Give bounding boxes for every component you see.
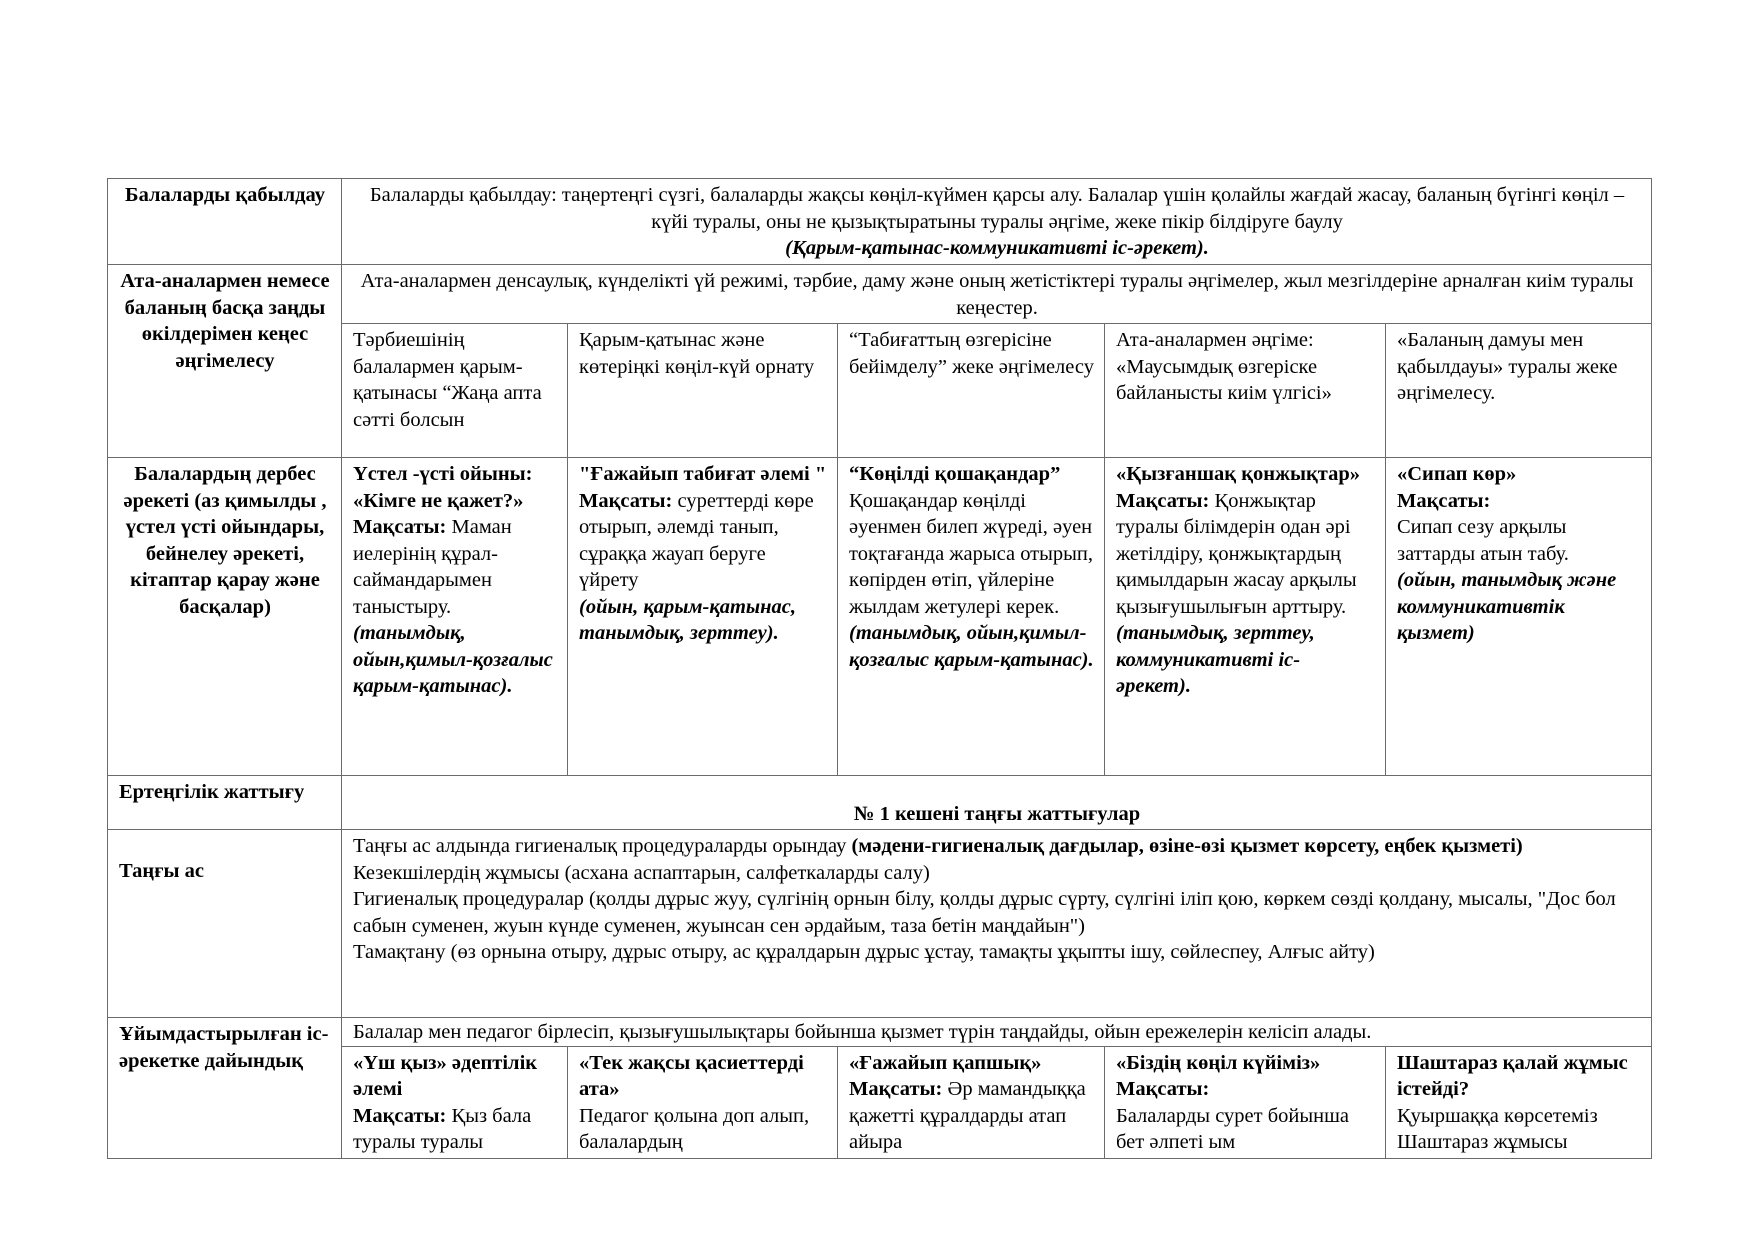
breakfast-label: Таңғы ас	[108, 830, 342, 1018]
preparation-day-2-title: «Тек жақсы қасиеттерді ата»	[579, 1051, 804, 1100]
preparation-day-3	[838, 1046, 1105, 1158]
independent-day-1-title: Үстел -үсті ойыны: «Кімге не қажет?»	[353, 463, 533, 512]
exercise-label: Ертеңгілік жаттығу	[108, 776, 342, 830]
preparation-day-4-goal: Балаларды сурет бойынша бет әлпеті ым	[1116, 1104, 1349, 1153]
breakfast-eating: Тамақтану (өз орнына отыру, дұрыс отыру, ас құралдарын дұрыс ұстау, тамақты ұқыпты ішу, сөйлеспеу, Алғыс айту)	[353, 941, 1375, 963]
breakfast-duty: Кезекшілердің жұмысы (асхана аспаптарын, салфеткаларды салу)	[353, 861, 930, 884]
preparation-day-4-goal-label: Мақсаты:	[1116, 1078, 1210, 1100]
independent-day-5	[1386, 458, 1652, 776]
breakfast-intro: Таңғы ас алдында гигиеналық процедураларды орындау	[353, 835, 852, 857]
independent-day-5-goal: Сипап сезу арқылы заттарды атын табу.	[1397, 516, 1569, 565]
parents-summary: Ата-аналармен денсаулық, күнделікті үй режимі, тәрбие, даму және оның жетістіктері туралы әңгімелер, жыл мезгілдеріне арналған киім туралы кеңестер.	[342, 265, 1652, 324]
independent-row	[108, 458, 1652, 776]
preparation-day-5	[1386, 1046, 1652, 1158]
breakfast-intro-line	[353, 833, 1641, 860]
independent-day-2-activity: (ойын, қарым-қатынас, танымдық, зерттеу).	[579, 595, 796, 644]
independent-day-2-goal-label: Мақсаты:	[579, 489, 673, 512]
parents-day-3: “Табиғаттың өзгерісіне бейімделу” жеке әңгімелесу	[838, 324, 1105, 458]
preparation-day-4	[1105, 1046, 1386, 1158]
reception-row	[108, 179, 1652, 265]
breakfast-hygiene: Гигиеналық процедуралар (қолды дұрыс жуу, сүлгінің орнын білу, қолды дұрыс сүрту, сүлгіні іліп қою, көркем сөзді қолдану, мысалы, "Дос бол сабын суменен, жуын күнде суменен, жуынсан сен әрдайым, таза бетін маңдайын")	[353, 888, 1616, 937]
preparation-day-1-goal-label: Мақсаты:	[353, 1104, 447, 1127]
parents-day-1: Тәрбиешінің балалармен қарым-қатынасы “Жаңа апта сәтті болсын	[342, 324, 568, 458]
independent-day-3	[838, 458, 1105, 776]
preparation-day-5-title: Шаштараз қалай жұмыс істейді?	[1397, 1051, 1628, 1100]
independent-day-5-title: «Сипап көр»	[1397, 463, 1517, 485]
reception-activity: (Қарым-қатынас-коммуникативті іс-әрекет).	[785, 237, 1209, 259]
reception-text: Балаларды қабылдау: таңертеңгі сүзгі, балаларды жақсы көңіл-күймен қарсы алу. Балалар үшін қолайлы жағдай жасау, баланың бүгінгі көңіл – күйі туралы, оны не қызықтыратыны туралы әңгіме, жеке пікір білдіруге баулу	[369, 184, 1625, 233]
independent-day-1-activity: (танымдық, ойын,қимыл-қозғалыс қарым-қатынас).	[353, 622, 553, 697]
preparation-day-4-title: «Біздің көңіл күйіміз»	[1116, 1051, 1321, 1074]
parents-day-2: Қарым-қатынас және көтеріңкі көңіл-күй орнату	[568, 324, 838, 458]
reception-label: Балаларды қабылдау	[108, 179, 342, 265]
exercise-row	[108, 776, 1652, 830]
independent-day-4-goal-label: Мақсаты:	[1116, 489, 1210, 512]
parents-row	[108, 265, 1652, 324]
independent-day-4-goal: Қонжықтар туралы білімдерін одан әрі жетілдіру, қонжықтардың қимылдарын жасау арқылы қызығушылығын арттыру.	[1116, 489, 1357, 618]
preparation-day-2	[568, 1046, 838, 1158]
independent-day-3-title: “Көңілді қошақандар”	[849, 463, 1061, 485]
exercise-text: № 1 кешені таңғы жаттығулар	[342, 776, 1652, 830]
independent-day-3-goal: Қошақандар көңілді әуенмен билеп жүреді, әуен тоқтағанда жарыса отырып, көпірден өтіп, үйлеріне жылдам жетулері керек.	[849, 489, 1094, 618]
preparation-day-1-title: «Үш қыз» әдептілік әлемі	[353, 1051, 538, 1100]
preparation-label: Ұйымдастырылған іс-әрекетке дайындық	[108, 1018, 342, 1159]
preparation-day-3-goal: Әр мамандыққа қажетті құралдарды атап айыра	[849, 1078, 1086, 1153]
independent-label: Балалардың дербес әрекеті (аз қимылды , үстел үсті ойындары, бейнелеу әрекеті, кітаптар қарау және басқалар)	[108, 458, 342, 776]
preparation-day-3-title: «Ғажайып қапшық»	[849, 1051, 1042, 1074]
independent-day-1-goal-label: Мақсаты:	[353, 516, 447, 538]
independent-day-5-activity: (ойын, танымдық және коммуникативтік қызмет)	[1397, 569, 1617, 644]
independent-day-3-activity: (танымдық, ойын,қимыл- қозғалыс қарым-қатынас).	[849, 622, 1094, 671]
preparation-day-1-goal: Қыз бала туралы туралы	[353, 1104, 532, 1153]
preparation-day-2-goal: Педагог қолына доп алып, балалардың	[579, 1104, 810, 1153]
independent-day-1	[342, 458, 568, 776]
preparation-day-1	[342, 1046, 568, 1158]
parents-day-5: «Баланың дамуы мен қабылдауы» туралы жеке әңгімелесу.	[1386, 324, 1652, 458]
preparation-summary: Балалар мен педагог бірлесіп, қызығушылықтары бойынша қызмет түрін таңдайды, ойын ережелерін келісіп алады.	[342, 1018, 1652, 1047]
preparation-day-5-goal: Қуыршаққа көрсетеміз Шаштараз жұмысы	[1397, 1104, 1598, 1153]
preparation-day-3-goal-label: Мақсаты:	[849, 1078, 943, 1100]
daily-plan-table	[107, 178, 1652, 1159]
independent-day-2	[568, 458, 838, 776]
independent-day-4	[1105, 458, 1386, 776]
independent-day-1-goal: Маман иелерінің құрал-саймандарымен таныстыру.	[353, 516, 512, 618]
breakfast-cell	[342, 830, 1652, 1018]
independent-day-2-goal: суреттерді көре отырып, әлемді танып, сұраққа жауап беруге үйрету	[579, 489, 814, 591]
independent-day-4-activity: (танымдық, зерттеу, коммуникативті іс-әрекет).	[1116, 622, 1315, 697]
independent-day-2-title: "Ғажайып табиғат әлемі "	[579, 463, 827, 485]
reception-cell	[342, 179, 1652, 265]
independent-day-5-goal-label: Мақсаты:	[1397, 489, 1491, 512]
parents-day-4: Ата-аналармен әңгіме: «Маусымдық өзгеріске байланысты киім үлгісі»	[1105, 324, 1386, 458]
breakfast-intro-bold: (мәдени-гигиеналық дағдылар, өзіне-өзі қызмет көрсету, еңбек қызметі)	[851, 835, 1523, 857]
independent-day-4-title: «Қызғаншақ қонжықтар»	[1116, 463, 1360, 485]
preparation-row	[108, 1018, 1652, 1047]
parents-label: Ата-аналармен немесе баланың басқа заңды өкілдерімен кеңес әңгімелесу	[108, 265, 342, 458]
breakfast-row	[108, 830, 1652, 1018]
